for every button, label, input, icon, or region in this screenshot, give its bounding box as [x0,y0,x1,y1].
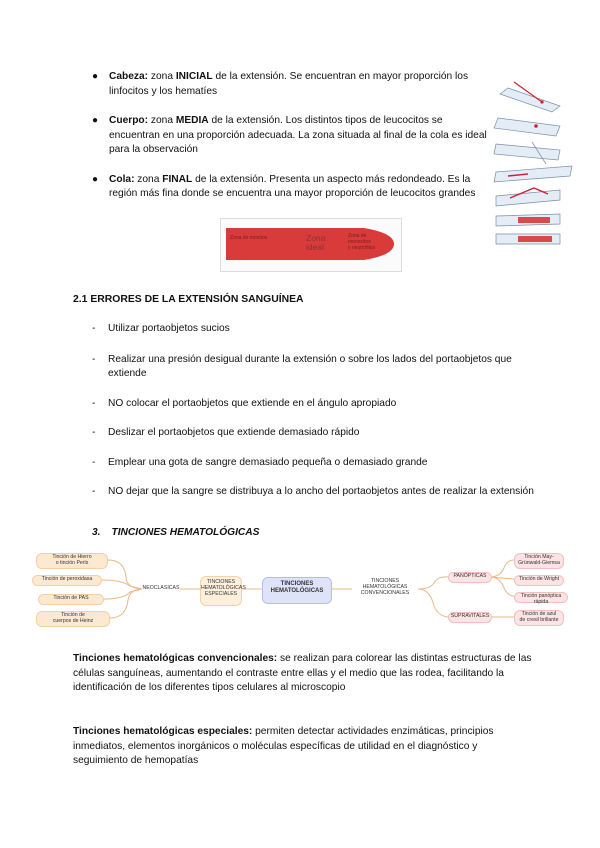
slide-1 [500,82,560,112]
dash-marker: - [92,353,96,365]
list-item: - Realizar una presión desigual durante la extensión o sobre los lados del portaobjetos que extiende [92,353,512,379]
bullet-dot-icon: ● [92,115,99,126]
mindmap-leaf: Tinción May- Grünwald-Giemsa [514,553,564,569]
bullet-label: Cabeza: [109,71,149,82]
dash-marker: - [92,486,96,497]
mindmap-leaf: Tinción de cuerpos de Heinz [36,611,110,627]
mindmap-special: TINCIONES HEMATOLÓGICAS ESPECIALES [200,576,242,606]
slide-smearing-illustration [488,78,576,250]
dash-marker: - [92,323,96,334]
paragraph-label: Tinciones hematológicas especiales: [73,726,253,737]
mindmap-leaf: Tinción de azul de cresil brillante [514,610,564,626]
slide-4 [494,166,572,182]
dash-marker: - [92,397,96,409]
slide-5 [496,188,560,206]
mindmap-leaf: Tinción de Hierro o tinción Perls [36,553,108,569]
list-item: - Deslizar el portaobjetos que extiende demasiado rápido [92,426,532,441]
list-item: - NO colocar el portaobjetos que extiende en el ángulo apropiado [92,397,532,412]
dash-marker: - [92,456,96,468]
paragraph-text: se realizan para colorear las distintas estructuras de las células sanguíneas, aumentando el contraste entre ellas y el medio que las rodea, facilitando la identificación de los diferentes tipos celulares al microscopio [73,653,532,693]
bullet-emphasis: FINAL [162,173,193,185]
bullet-text: de la extensión. Presenta un aspecto más redondeado. Es la región más fina donde se encuentra una mayor proporción de leucocitos grandes [109,173,476,199]
stains-mindmap [30,548,570,634]
bullet-emphasis: MEDIA [175,115,209,126]
errors-list [92,322,532,500]
list-item: - Utilizar portaobjetos sucios [92,322,532,337]
bullet-text: de la extensión. Se encuentran en mayor proporción los linfocitos y los hematíes [109,71,469,97]
mindmap-leaf: Tinción panóptica rápida [514,592,568,603]
mindmap-conventional: TINCIONES HEMATOLÓGICAS CONVENCIONALES [360,578,410,596]
mindmap-leaf: Tinción de Wright [514,575,564,586]
heading-tinciones: 3. TINCIONES HEMATOLÓGICAS [92,527,260,538]
list-item: - NO dejar que la sangre se distribuya a lo ancho del portaobjetos antes de realizar la extensión [92,485,548,500]
bullet-cola: ● Cola: zona FINAL de la extensión. Presenta un aspecto más redondeado. Es la región más fina donde se encuentra una mayor proporción de leucocitos grandes [92,173,476,199]
mindmap-leaf: Tinción de peroxidasa [32,575,102,586]
smear-center-label: Zona ideal [306,233,326,252]
bullet-cuerpo: ● Cuerpo: zona MEDIA de la extensión. Los distintos tipos de leucocitos se encuentran en una proporción adecuada. La zona situada al final de la cola es ideal para la observación [92,115,487,155]
paragraph-especiales [73,725,533,769]
bullet-cabeza: ● Cabeza: zona INICIAL de la extensión. Se encuentran en mayor proporción los linfocitos y los hematíes [92,71,469,97]
mindmap-branch-top: PANÓPTICAS [448,572,492,583]
dash-marker: - [92,427,96,438]
bullet-text: de la extensión. Los distintos tipos de leucocitos se encuentran en una proporción adecuada. La zona situada al final de la cola es ideal para la observación [109,115,487,155]
paragraph-label: Tinciones hematológicas convencionales: [73,653,278,664]
paragraph-convencionales [73,652,533,696]
bullet-dot-icon: ● [92,173,99,185]
bullet-dot-icon: ● [92,71,99,82]
mindmap-branch-left: NEOCLASICAS [142,585,180,591]
section-title: 2.1 ERRORES DE LA EXTENSIÓN SANGUÍNEA [73,294,304,305]
mindmap-branch-bottom: SUPRAVITALES [448,612,492,623]
bullet-label: Cola: [109,173,135,185]
smear-right-label: Zona de monocitos y neutrófilos [348,233,375,251]
slide-2 [494,118,560,136]
slide-6 [496,214,560,226]
smear-zones-image [220,218,400,270]
bullet-label: Cuerpo: [109,115,149,126]
mindmap-center: TINCIONES HEMATOLÓGICAS [262,577,332,604]
smear-zones-list [92,70,492,217]
slide-3 [494,142,560,164]
smear-left-label: Zona de monitos [230,235,268,241]
mindmap-leaf: Tinción de PAS [38,594,104,605]
slide-7 [496,234,560,244]
paragraph-text: permiten detectar actividades enzimáticas, principios inmediatos, elementos inorgánicos o moléculas específicas de utilidad en el diagnóstico y seguimiento de hemopatías [73,726,494,766]
list-item: - Emplear una gota de sangre demasiado pequeña o demasiado grande [92,456,532,471]
bullet-emphasis: INICIAL [175,71,213,82]
